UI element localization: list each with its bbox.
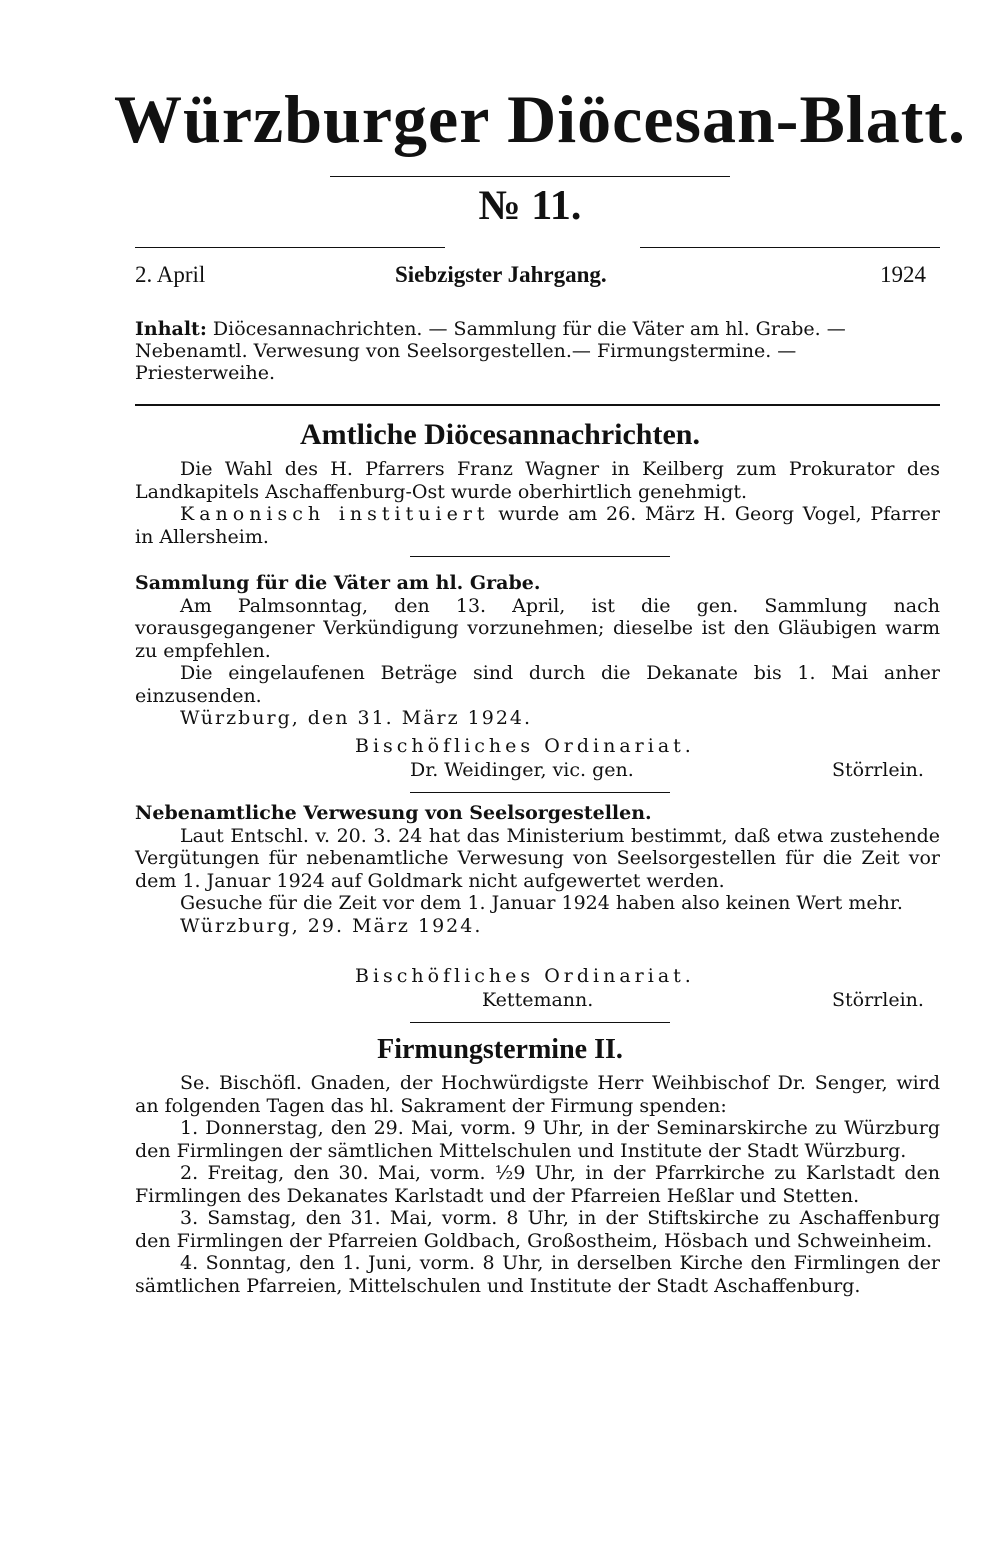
dateline-rule-left (135, 247, 445, 248)
dateline-rule-right (640, 247, 940, 248)
collection-office: Bischöfliches Ordinariat. (355, 735, 695, 757)
confirmation-item-2: 2. Freitag, den 30. Mai, vorm. ½9 Uhr, in der Pfarrkirche zu Karlstadt den Firmlingen des Dekanates Karlstadt und der Pfarreien Heßlar und Stetten. (135, 1162, 940, 1207)
confirmation-item-4: 4. Sonntag, den 1. Juni, vorm. 8 Uhr, in derselben Kirche den Firmlingen der sämtlichen Pfarreien, Mittelschulen und Institute der Stadt Aschaffenburg. (135, 1252, 940, 1297)
issue-year: 1924 (880, 262, 926, 287)
administration-para-1: Laut Entschl. v. 20. 3. 24 hat das Ministerium bestimmt, daß etwa zustehende Vergütungen für nebenamtliche Verwesung von Seelsorgestellen für die Zeit vor dem 1. Januar 1924 auf Goldmark nicht aufgewertet werden. (135, 824, 940, 892)
collection-signer-left: Dr. Weidinger, vic. gen. (410, 759, 634, 781)
administration-signer-left: Kettemann. (482, 989, 594, 1011)
place-date-text: Würzburg, den 31. März 1924. (180, 707, 533, 729)
masthead-title: Würzburger Diöcesan-Blatt. (114, 81, 966, 157)
collection-section (135, 572, 940, 730)
administration-heading: Nebenamtliche Verwesung von Seelsorgestellen. (135, 802, 652, 824)
administration-section (135, 802, 940, 937)
para-2-rest: wurde am 26. März H. Georg Vogel, Pfarrer in Allersheim. (135, 503, 940, 548)
collection-place-date (135, 707, 940, 730)
confirmation-body (135, 1072, 940, 1297)
section-divider-1 (410, 556, 670, 557)
confirmation-item-3: 3. Samstag, den 31. Mai, vorm. 8 Uhr, in der Stiftskirche zu Aschaffenburg den Firmlingen der Pfarreien Goldbach, Großostheim, Hösbach und Schweinheim. (135, 1207, 940, 1252)
issue-date: 2. April (135, 262, 206, 287)
collection-signer-right: Störrlein. (832, 759, 924, 781)
section-divider-2 (410, 792, 670, 793)
collection-heading: Sammlung für die Väter am hl. Grabe. (135, 572, 541, 594)
diocesan-news-para-2 (135, 503, 940, 548)
section-divider-3 (410, 1022, 670, 1023)
issue-number: № 11. (478, 183, 582, 229)
contents-label: Inhalt: (135, 318, 207, 340)
contents-text: Diöcesannachrichten. — Sammlung für die Väter am hl. Grabe. — Nebenamtl. Verwesung von Seelsorgestellen.— Firmungstermine. — Priesterweihe. (135, 318, 846, 384)
administration-para-2: Gesuche für die Zeit vor dem 1. Januar 1924 haben also keinen Wert mehr. (180, 892, 903, 914)
section-title-confirmation: Firmungstermine II. (377, 1034, 623, 1065)
section-title-diocesan-news: Amtliche Diöcesannachrichten. (300, 418, 700, 451)
confirmation-intro: Se. Bischöfl. Gnaden, der Hochwürdigste Herr Weihbischof Dr. Senger, wird an folgenden Tagen das hl. Sakrament der Firmung spenden: (135, 1072, 940, 1117)
administration-office: Bischöfliches Ordinariat. (355, 965, 695, 987)
spaced-phrase: Kanonisch instituiert (180, 503, 490, 525)
collection-para-2: Die eingelaufenen Beträge sind durch die Dekanate bis 1. Mai anher einzusenden. (135, 662, 940, 707)
volume-label: Siebzigster Jahrgang. (395, 262, 607, 287)
contents-rule (135, 404, 940, 406)
masthead-rule (330, 176, 730, 177)
diocesan-news-para-1: Die Wahl des H. Pfarrers Franz Wagner in Keilberg zum Prokurator des Landkapitels Aschaffenburg-Ost wurde oberhirtlich genehmigt. (135, 458, 940, 503)
table-of-contents (135, 318, 940, 384)
confirmation-item-1: 1. Donnerstag, den 29. Mai, vorm. 9 Uhr, in der Seminarskirche zu Würzburg den Firmlingen der sämtlichen Mittelschulen und Institute der Stadt Würzburg. (135, 1117, 940, 1162)
administration-signer-right: Störrlein. (832, 989, 924, 1011)
place-date-text: Würzburg, 29. März 1924. (180, 914, 483, 937)
collection-para-1: Am Palmsonntag, den 13. April, ist die gen. Sammlung nach vorausgegangener Verkündigung vorzunehmen; dieselbe ist den Gläubigen warm zu empfehlen. (135, 594, 940, 662)
diocesan-news-body (135, 458, 940, 548)
administration-place-date (135, 915, 940, 938)
